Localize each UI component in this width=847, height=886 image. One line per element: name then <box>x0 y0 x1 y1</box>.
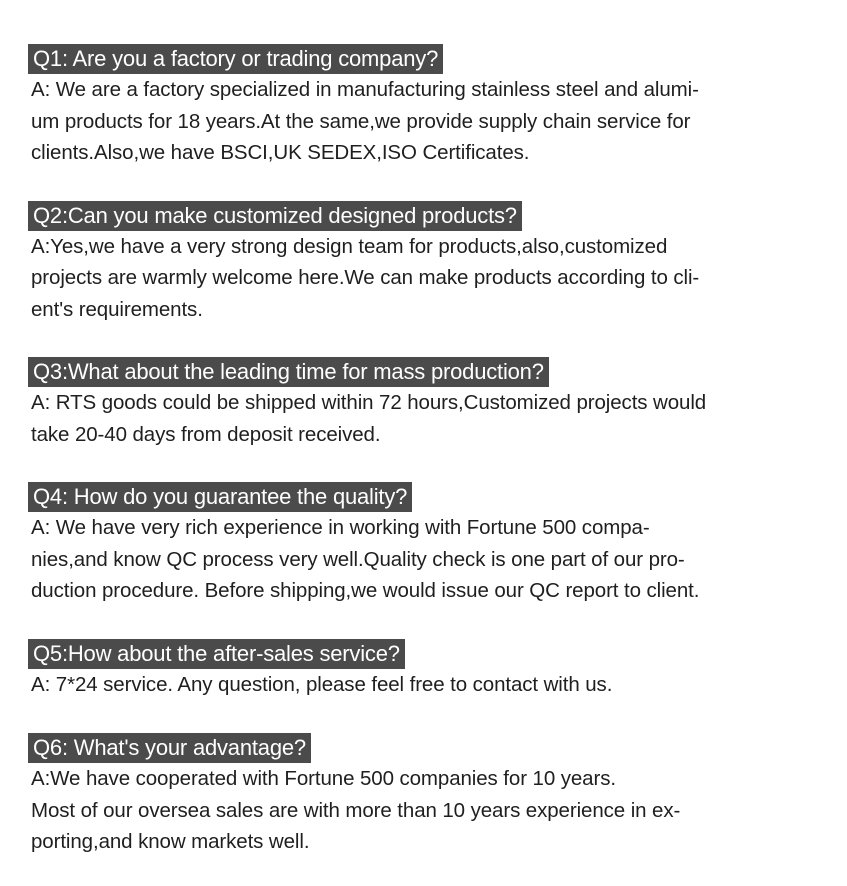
faq-question: Q5:How about the after-sales service? <box>28 639 405 669</box>
faq-item-q3 <box>28 357 828 450</box>
answer-line: take 20-40 days from deposit received. <box>31 422 381 446</box>
faq-answer <box>28 231 828 326</box>
faq-list <box>28 44 828 858</box>
faq-question: Q1: Are you a factory or trading company? <box>28 44 443 74</box>
answer-line: duction procedure. Before shipping,we would issue our QC report to client. <box>31 579 700 602</box>
answer-line: A: We are a factory specialized in manufacturing stainless steel and alumi- <box>31 78 699 101</box>
answer-line: A: 7*24 service. Any question, please feel free to contact with us. <box>31 672 613 696</box>
faq-question: Q6: What's your advantage? <box>28 733 311 763</box>
faq-item-q6 <box>28 733 828 858</box>
answer-line: ent's requirements. <box>31 297 203 321</box>
faq-item-q5 <box>28 639 828 701</box>
answer-line: projects are warmly welcome here.We can make products according to cli- <box>31 266 700 289</box>
faq-question: Q2:Can you make customized designed products? <box>28 201 522 231</box>
answer-line: nies,and know QC process very well.Quality check is one part of our pro- <box>31 547 685 571</box>
answer-line: A:Yes,we have a very strong design team for products,also,customized <box>31 234 668 258</box>
faq-item-q4 <box>28 482 828 607</box>
faq-item-q1 <box>28 44 828 169</box>
faq-item-q2 <box>28 201 828 326</box>
faq-answer <box>28 669 828 701</box>
answer-line: A:We have cooperated with Fortune 500 companies for 10 years. <box>31 767 616 790</box>
answer-line: clients.Also,we have BSCI,UK SEDEX,ISO Certificates. <box>31 141 530 164</box>
answer-line: Most of our oversea sales are with more than 10 years experience in ex- <box>31 798 681 822</box>
faq-answer <box>28 763 828 858</box>
faq-question: Q3:What about the leading time for mass production? <box>28 357 549 387</box>
answer-line: A: We have very rich experience in working with Fortune 500 compa- <box>31 516 650 539</box>
answer-line: A: RTS goods could be shipped within 72 hours,Customized projects would <box>31 391 707 414</box>
faq-answer <box>28 387 828 450</box>
faq-question: Q4: How do you guarantee the quality? <box>28 482 412 512</box>
answer-line: um products for 18 years.At the same,we provide supply chain service for <box>31 109 691 133</box>
faq-answer <box>28 512 828 607</box>
faq-answer <box>28 74 828 169</box>
answer-line: porting,and know markets well. <box>31 830 310 853</box>
